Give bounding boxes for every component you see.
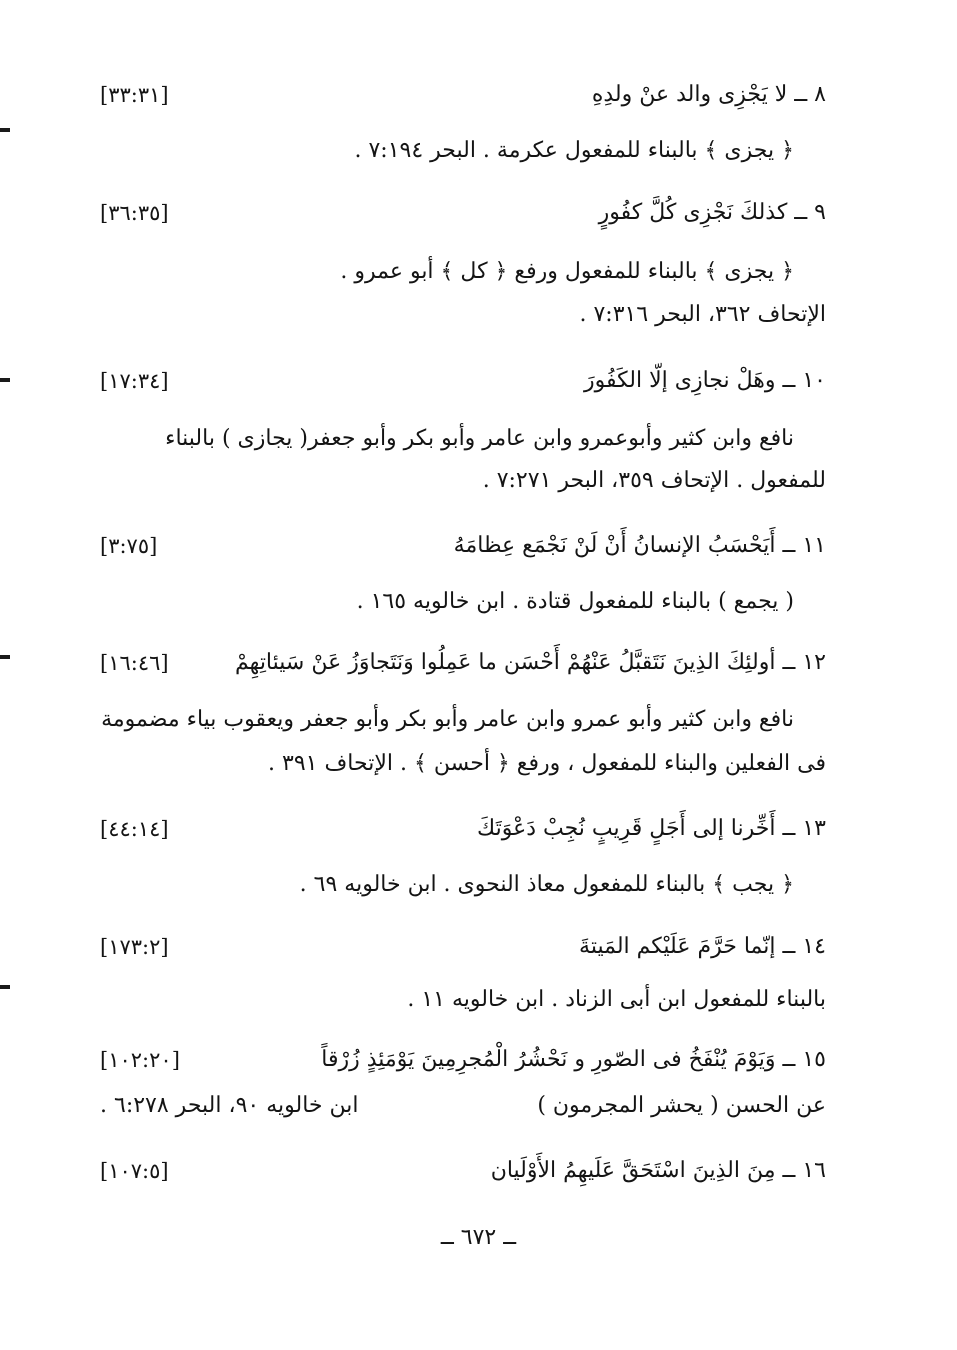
note-text: الإتحاف ٣٦٢، البحر ٧:٣١٦ . [579, 302, 826, 327]
verse-line-15 [100, 1038, 826, 1082]
note-line [100, 129, 826, 173]
note-text: فى الفعلين والبناء للمفعول ، ورفع ﴿ أحسن ﴾ . الإتحاف ٣٩١ . [268, 751, 826, 776]
note-line [100, 863, 826, 907]
note-line [100, 250, 826, 294]
note-text: ﴿ يجزى ﴾ بالبناء للمفعول ورفع ﴿ كل ﴾ أبو عمرو . [340, 259, 794, 284]
verse-line-9 [100, 191, 826, 235]
note-line [100, 580, 826, 624]
verse-reference-15: [١٠٢:٢٠] [100, 1048, 180, 1072]
verse-line-8 [100, 73, 826, 117]
note-source: ابن خالويه ٩٠، البحر ٦:٢٧٨ . [100, 1093, 359, 1118]
verse-reference-16: [١٠٧:٥] [100, 1159, 169, 1183]
verse-line-16 [100, 1149, 826, 1193]
verse-line-12 [100, 641, 826, 685]
verse-text-8: ٨ ــ لا يَجْزِى والد عنْ ولدِهِ [591, 82, 826, 107]
verse-line-11 [100, 524, 826, 568]
verse-text-10: ١٠ ــ وهَلْ نجازِى إلّا الكَفُورَ [584, 368, 826, 393]
verse-text-12: ١٢ ــ أولئِكَ الذِينَ نَتَقبَّلُ عَنْهُمْ أَحْسَن ما عَمِلُوا وَنَتَجاوَزُ عَنْ سَيئاتِهِمْ [235, 650, 826, 675]
verse-text-15: ١٥ ــ وَيَوْمَ يُنْفَخُ فى الصّورِ و نَحْشُرُ الْمُجرِمِينَ يَوْمَئِذٍ زُرْقاً [321, 1047, 826, 1072]
scan-edge-mark [0, 378, 10, 382]
note-text: نافع وابن كثير وأبو عمرو وابن عامر وأبو بكر وأبو جعفر ويعقوب بياء مضمومة [101, 707, 794, 732]
note-text: نافع وابن كثير وأبوعمرو وابن عامر وأبو بكر وأبو جعفر( يجازى ) بالبناء [165, 426, 794, 451]
verse-text-9: ٩ ــ كذلكَ نَجْزِى كُلَّ كفُورٍ [598, 200, 826, 225]
scan-edge-mark [0, 985, 10, 989]
note-line [100, 459, 826, 503]
note-text: ﴿ يجب ﴾ بالبناء للمفعول معاذ النحوى . ابن خالويه ٦٩ . [299, 872, 794, 897]
note-line [100, 417, 826, 461]
verse-line-14 [100, 925, 826, 969]
verse-reference-9: [٣٦:٣٥] [100, 201, 169, 225]
note-text: ( يجمع ) بالبناء للمفعول قتادة . ابن خالويه ١٦٥ . [356, 589, 794, 614]
verse-reference-14: [١٧٣:٢] [100, 935, 169, 959]
verse-text-16: ١٦ ــ مِنَ الذِينَ اسْتَحَقَّ عَلَيهِمُ الأَوْلَيان [490, 1158, 826, 1183]
scan-edge-mark [0, 655, 10, 659]
verse-reference-13: [٤٤:١٤] [100, 817, 169, 841]
note-line [100, 978, 826, 1022]
note-text: للمفعول . الإتحاف ٣٥٩، البحر ٧:٢٧١ . [482, 468, 826, 493]
note-line [100, 698, 826, 742]
scan-edge-mark [0, 128, 10, 132]
verse-reference-8: [٣٣:٣١] [100, 83, 169, 107]
note-line [100, 1084, 826, 1128]
note-line [100, 742, 826, 786]
note-line [100, 293, 826, 337]
note-text: عن الحسن ( يحشر المجرمون ) [537, 1093, 826, 1118]
note-text: بالبناء للمفعول ابن أبى الزناد . ابن خالويه ١١ . [407, 987, 826, 1012]
note-text: ﴿ يجزى ﴾ بالبناء للمفعول عكرمة . البحر ٧:١٩٤ . [354, 138, 794, 163]
page-number: ــ ٦٧٢ ــ [440, 1225, 517, 1250]
verse-reference-11: [٣:٧٥] [100, 534, 158, 558]
verse-text-13: ١٣ ــ أَخِّرنا إلى أَجَلٍ قَرِيبٍ نُجِبْ دَعْوَتَكَ [477, 816, 826, 841]
verse-line-10 [100, 359, 826, 403]
verse-line-13 [100, 807, 826, 851]
verse-text-14: ١٤ ــ إنّما حَرَّمَ عَلَيْكم المَيتةَ [579, 934, 826, 959]
verse-text-11: ١١ ــ أَيَحْسَبُ الإنسانُ أَنْ لَنْ نَجْمَع عِظامَهُ [453, 533, 826, 558]
verse-reference-10: [١٧:٣٤] [100, 369, 169, 393]
verse-reference-12: [١٦:٤٦] [100, 651, 169, 675]
